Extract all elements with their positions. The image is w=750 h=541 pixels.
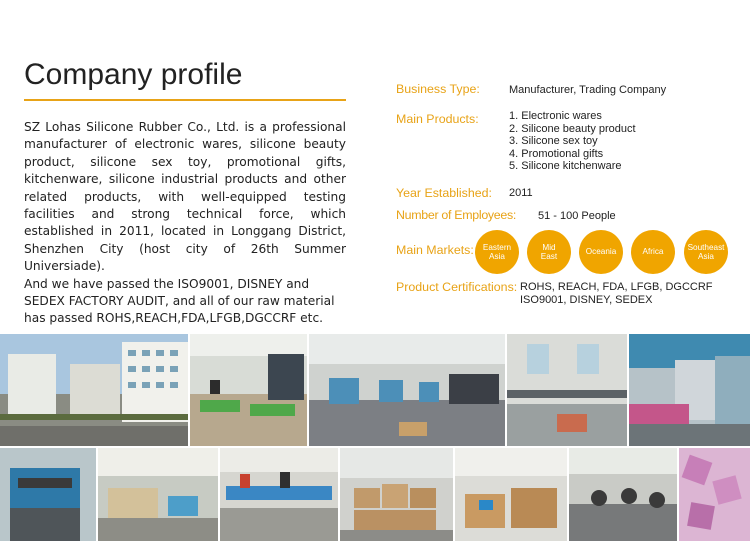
production-area-photo bbox=[98, 448, 218, 541]
market-badge-mid-east bbox=[527, 230, 571, 274]
main-markets-label: Main Markets: bbox=[396, 243, 474, 257]
packing-goods-photo bbox=[455, 448, 567, 541]
title-underline bbox=[24, 99, 346, 101]
employees-label: Number of Employees: bbox=[396, 208, 517, 222]
market-line: Eastern bbox=[482, 242, 512, 252]
market-badge-africa bbox=[631, 230, 675, 274]
main-products-list bbox=[509, 110, 636, 173]
description-paragraph-2: And we have passed the ISO9001, DISNEY and SEDEX FACTORY AUDIT, and all of our raw material has passed ROHS,REACH,FDA,LFGB,DGCCRF etc. bbox=[24, 276, 335, 326]
market-line: Mid bbox=[542, 242, 556, 252]
market-line: Oceania bbox=[585, 247, 617, 257]
certifications-line: ROHS, REACH, FDA, LFGB, DGCCRF bbox=[520, 281, 713, 293]
market-badge-eastern-asia bbox=[475, 230, 519, 274]
main-products-label: Main Products: bbox=[396, 112, 479, 126]
molding-machine-photo bbox=[629, 334, 750, 446]
assembly-line-photo bbox=[220, 448, 338, 541]
main-product-item: 2. Silicone beauty product bbox=[509, 122, 636, 135]
main-product-item: 3. Silicone sex toy bbox=[509, 135, 598, 148]
factory-photo-gallery bbox=[0, 334, 750, 541]
main-product-item: 1. Electronic wares bbox=[509, 110, 602, 122]
description-paragraph-1: SZ Lohas Silicone Rubber Co., Ltd. is a professional manufacturer of electronic wares, silicone beauty product, silicone sex toy, promotional gifts, kitchenware, silicone industrial products and other related products, with well-equipped testing facilities and strong technical force, which established in 2011, located in Longgang District, Shenzhen City (host city of 26th Summer Universiade). bbox=[24, 120, 346, 274]
year-established-label: Year Established: bbox=[396, 186, 492, 200]
employees-value: 51 - 100 People bbox=[538, 210, 616, 222]
market-line: Africa bbox=[642, 247, 664, 257]
silicone-products-photo bbox=[679, 448, 750, 541]
market-badge-oceania bbox=[579, 230, 623, 274]
main-product-item: 4. Promotional gifts bbox=[509, 147, 604, 160]
market-line: Southeast bbox=[687, 242, 725, 252]
business-type-label: Business Type: bbox=[396, 82, 480, 96]
certifications-label: Product Certifications: bbox=[396, 280, 518, 294]
main-product-item: 5. Silicone kitchenware bbox=[509, 160, 622, 173]
market-badge-southeast-asia bbox=[684, 230, 728, 274]
workers-photo bbox=[569, 448, 677, 541]
office-photo bbox=[190, 334, 307, 446]
company-profile-title: Company profile bbox=[24, 58, 243, 91]
mixing-machine-photo bbox=[0, 448, 96, 541]
factory-building-photo bbox=[0, 334, 188, 446]
market-line: Asia bbox=[698, 252, 714, 261]
packing-room-photo bbox=[507, 334, 627, 446]
company-description bbox=[24, 119, 346, 328]
year-established-value: 2011 bbox=[509, 187, 533, 199]
market-line: East bbox=[540, 252, 558, 261]
business-type-value: Manufacturer, Trading Company bbox=[509, 84, 667, 96]
warehouse-boxes-photo bbox=[340, 448, 453, 541]
market-line: Asia bbox=[489, 252, 505, 261]
certifications-line: ISO9001, DISNEY, SEDEX bbox=[520, 293, 653, 306]
workshop-photo bbox=[309, 334, 505, 446]
certifications-value bbox=[520, 281, 713, 306]
